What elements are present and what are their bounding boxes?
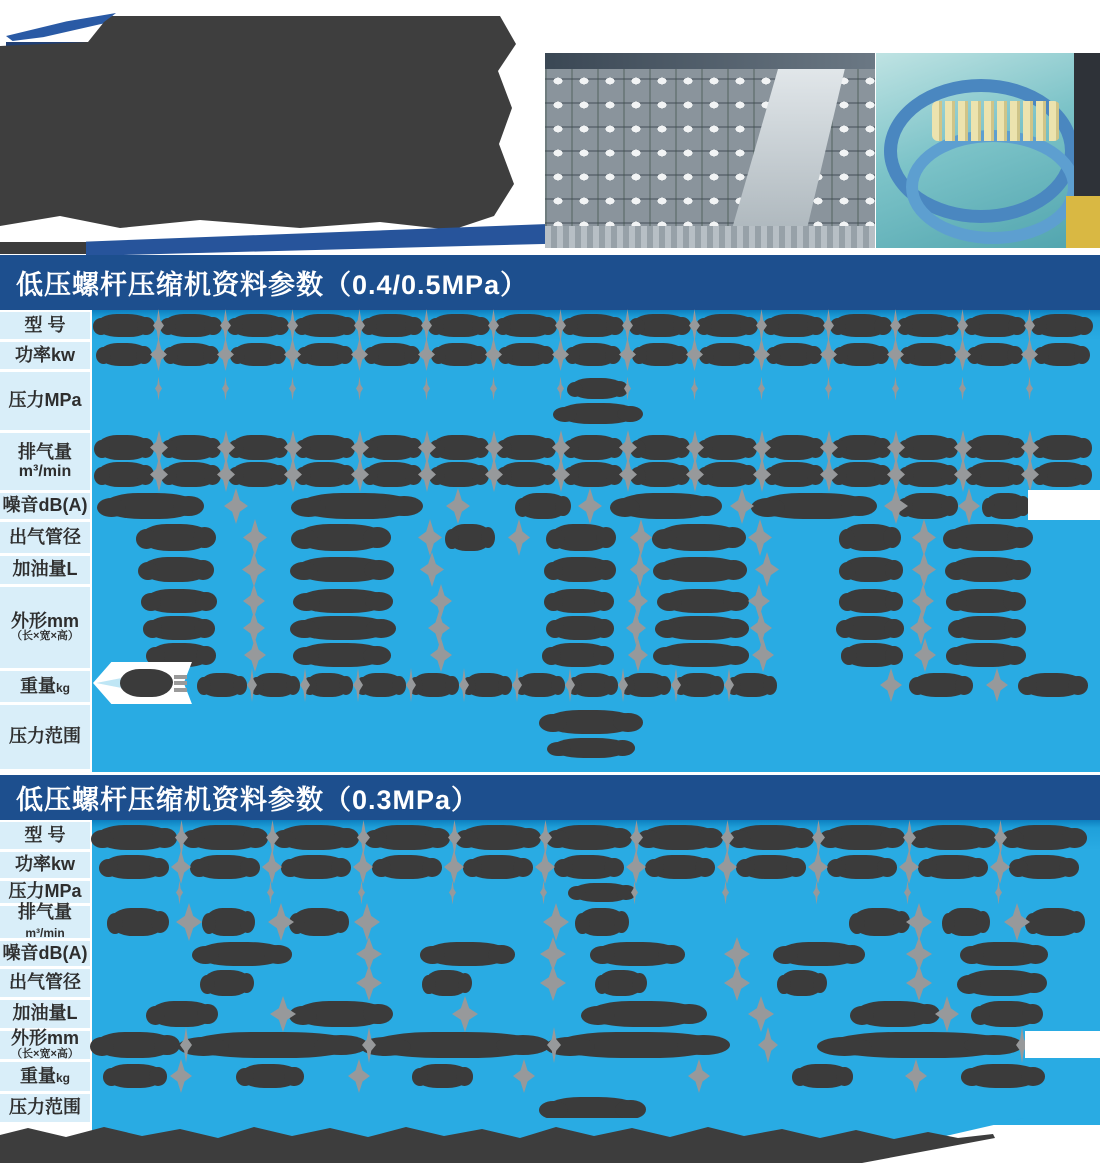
section2-banner xyxy=(0,775,1100,820)
redacted-value-blob xyxy=(200,673,244,697)
redacted-value-blob xyxy=(103,493,198,519)
row-label-3 xyxy=(0,901,90,940)
redacted-value-blob xyxy=(571,673,615,697)
row-label-2 xyxy=(0,881,90,903)
redacted-value-blob xyxy=(624,673,668,697)
redacted-value-blob xyxy=(163,314,219,337)
conveyor-curve-lower xyxy=(906,130,1080,244)
redacted-value-blob xyxy=(298,462,352,487)
row-label-text: 外形mm xyxy=(10,610,79,631)
redacted-value-blob xyxy=(1034,314,1090,337)
arrow-stripe xyxy=(174,681,187,685)
redacted-value-blob xyxy=(298,493,416,519)
redacted-value-blob xyxy=(434,343,484,366)
redacted-value-blob xyxy=(545,710,637,734)
redacted-value-blob xyxy=(915,825,991,850)
redacted-value-blob xyxy=(901,462,955,487)
redacted-value-blob xyxy=(499,435,553,460)
redacted-value-blob xyxy=(498,314,554,337)
row-label-text: 功率kw xyxy=(14,854,75,875)
redacted-value-blob xyxy=(1013,855,1075,879)
row-label-subtext: （长×宽×高） xyxy=(11,1047,79,1060)
redacted-value-blob xyxy=(950,589,1022,613)
row-label-text: 型 号 xyxy=(24,824,66,845)
redacted-value-blob xyxy=(197,942,287,966)
redacted-value-blob xyxy=(658,557,742,582)
redacted-value-blob xyxy=(297,314,353,337)
redacted-value-blob xyxy=(702,343,752,366)
redacted-value-blob xyxy=(657,524,741,551)
arrow-redacted-value xyxy=(120,669,173,698)
redacted-value-blob xyxy=(376,855,438,879)
redacted-value-blob xyxy=(103,855,165,879)
redacted-value-blob xyxy=(836,343,886,366)
redacted-value-blob xyxy=(231,462,285,487)
redacted-value-blob xyxy=(448,524,492,551)
redacted-value-blob xyxy=(733,825,809,850)
redacted-value-blob xyxy=(834,462,888,487)
redacted-value-blob xyxy=(700,435,754,460)
redacted-value-blob xyxy=(900,314,956,337)
redacted-value-blob xyxy=(649,855,711,879)
redacted-value-blob xyxy=(300,343,350,366)
redacted-value-blob xyxy=(968,462,1022,487)
redacted-value-blob xyxy=(365,435,419,460)
redacted-value-blob xyxy=(285,855,347,879)
redacted-value-blob xyxy=(842,524,898,551)
redacted-value-blob xyxy=(950,643,1022,667)
redacted-value-blob xyxy=(298,643,386,667)
header-blue-ribbon xyxy=(86,224,548,256)
redacted-value-blob xyxy=(359,673,403,697)
redacted-value-blob xyxy=(460,825,536,850)
redacted-value-blob xyxy=(425,942,510,966)
row-label-text: 压力范围 xyxy=(9,726,81,747)
redacted-value-blob xyxy=(795,1064,850,1088)
weight-row-arrow-callout xyxy=(93,662,195,704)
redacted-value-blob xyxy=(660,616,744,640)
redacted-value-blob xyxy=(565,314,621,337)
row-label-0 xyxy=(0,822,90,849)
redacted-value-blob xyxy=(295,1001,387,1027)
redacted-value-blob xyxy=(292,908,346,936)
redacted-value-blob xyxy=(425,970,469,996)
redacted-value-blob xyxy=(833,314,889,337)
redacted-value-blob xyxy=(1006,825,1082,850)
redacted-value-blob xyxy=(970,343,1020,366)
redacted-value-blob xyxy=(566,435,620,460)
redacted-value-blob xyxy=(369,825,445,850)
redacted-value-blob xyxy=(700,462,754,487)
redacted-value-blob xyxy=(166,343,216,366)
redacted-value-blob xyxy=(296,616,390,640)
redacted-value-blob xyxy=(828,1032,1012,1058)
redacted-value-blob xyxy=(548,557,612,582)
redacted-value-blob xyxy=(365,462,419,487)
redacted-value-blob xyxy=(1037,343,1087,366)
photo-textile-spinning-frames xyxy=(545,53,875,248)
redacted-value-blob xyxy=(110,908,166,936)
row-label-1 xyxy=(0,342,90,369)
header-smalltext-redacted xyxy=(0,242,86,254)
row-label-text: 外形mm xyxy=(10,1028,79,1049)
redacted-value-blob xyxy=(415,1064,470,1088)
redacted-value-blob xyxy=(306,673,350,697)
redacted-value-blob xyxy=(150,1001,214,1027)
redacted-value-blob xyxy=(642,825,718,850)
redacted-value-blob xyxy=(570,378,625,399)
redacted-value-blob xyxy=(558,403,638,424)
redacted-value-blob xyxy=(831,855,893,879)
redacted-value-blob xyxy=(298,589,388,613)
redacted-value-blob xyxy=(95,1032,175,1058)
redacted-value-blob xyxy=(296,557,388,582)
redacted-value-blob xyxy=(231,435,285,460)
redacted-value-blob xyxy=(740,855,802,879)
redacted-value-blob xyxy=(778,942,860,966)
redacted-value-blob xyxy=(1035,462,1089,487)
redacted-value-blob xyxy=(767,435,821,460)
redacted-value-blob xyxy=(758,493,870,519)
redacted-value-blob xyxy=(432,462,486,487)
redacted-value-blob xyxy=(501,343,551,366)
redacted-value-blob xyxy=(633,435,687,460)
spec-table-0-3-mpa xyxy=(0,820,1100,1125)
redacted-value-blob xyxy=(203,970,251,996)
redacted-value-blob xyxy=(230,314,286,337)
redacted-value-blob xyxy=(699,314,755,337)
row-label-7 xyxy=(0,1028,90,1060)
row-label-6 xyxy=(0,1000,90,1028)
redacted-value-blob xyxy=(616,493,716,519)
row-label-text: 加油量L xyxy=(12,559,78,580)
row-label-5 xyxy=(0,969,90,997)
redacted-value-blob xyxy=(962,970,1042,996)
redacted-value-blob xyxy=(142,557,210,582)
row-label-unit: m³/min xyxy=(25,926,65,940)
redacted-value-blob xyxy=(240,1064,300,1088)
row-label-text: 功率kw xyxy=(14,344,75,365)
redacted-value-blob xyxy=(985,493,1027,519)
redacted-value-blob xyxy=(296,524,386,551)
row-label-8 xyxy=(0,671,90,702)
redacted-value-blob xyxy=(967,314,1023,337)
row-label-7 xyxy=(0,587,90,668)
redacted-value-blob xyxy=(901,435,955,460)
row-label-9 xyxy=(0,1094,90,1122)
redacted-value-blob xyxy=(842,589,900,613)
row-label-3 xyxy=(0,433,90,490)
redacted-value-blob xyxy=(548,589,610,613)
row-label-4 xyxy=(0,941,90,966)
redacted-value-blob xyxy=(518,493,568,519)
redacted-value-blob xyxy=(164,435,218,460)
redacted-value-blob xyxy=(965,1064,1040,1088)
redacted-value-blob xyxy=(412,673,456,697)
table-white-notch xyxy=(1025,1031,1100,1058)
redacted-value-blob xyxy=(948,524,1028,551)
redacted-value-blob xyxy=(950,557,1026,582)
redacted-value-blob xyxy=(844,643,900,667)
redacted-value-blob xyxy=(900,493,955,519)
redacted-value-blob xyxy=(298,435,352,460)
redacted-value-blob xyxy=(595,942,680,966)
redacted-value-blob xyxy=(147,616,211,640)
redacted-value-blob xyxy=(518,673,562,697)
redacted-value-blob xyxy=(769,343,819,366)
redacted-value-blob xyxy=(767,462,821,487)
redacted-value-blob xyxy=(568,343,618,366)
redacted-value-blob xyxy=(975,1001,1039,1027)
section1-banner-title: 低压螺杆压缩机资料参数（0.4/0.5MPa） xyxy=(16,270,529,300)
redacted-value-blob xyxy=(834,435,888,460)
redacted-value-blob xyxy=(145,589,213,613)
row-label-text: 排气量 xyxy=(18,442,72,463)
row-label-text: 加油量L xyxy=(12,1003,78,1024)
redacted-value-blob xyxy=(97,435,151,460)
redacted-value-blob xyxy=(912,673,970,697)
header-title-block-redacted xyxy=(0,16,516,242)
row-label-9 xyxy=(0,705,90,769)
redacted-value-blob xyxy=(551,825,627,850)
row-label-unit: kg xyxy=(55,680,70,695)
redacted-value-blob xyxy=(677,673,721,697)
photo-bottling-conveyor-line xyxy=(876,53,1100,248)
redacted-value-blob xyxy=(578,908,626,936)
section2-banner-title: 低压螺杆压缩机资料参数（0.3MPa） xyxy=(16,785,480,815)
redacted-value-blob xyxy=(635,343,685,366)
arrow-stripe xyxy=(174,688,187,692)
redacted-value-blob xyxy=(824,825,900,850)
redacted-value-blob xyxy=(546,643,610,667)
redacted-value-blob xyxy=(730,673,774,697)
redacted-value-blob xyxy=(945,908,987,936)
machine-yellow-guard xyxy=(1066,196,1100,248)
redacted-value-blob xyxy=(855,1001,935,1027)
redacted-value-blob xyxy=(96,825,172,850)
row-label-text: 重量kg xyxy=(19,675,70,696)
redacted-value-blob xyxy=(662,589,744,613)
redacted-value-blob xyxy=(1035,435,1089,460)
redacted-value-blob xyxy=(572,883,632,902)
row-label-1 xyxy=(0,852,90,878)
redacted-value-blob xyxy=(467,855,529,879)
row-label-text: 压力MPa xyxy=(8,390,82,411)
redacted-value-blob xyxy=(431,314,487,337)
redacted-value-blob xyxy=(370,1032,540,1058)
redacted-value-blob xyxy=(465,673,509,697)
redacted-value-blob xyxy=(598,970,644,996)
row-label-text: 噪音dB(A) xyxy=(2,942,88,963)
section1-banner xyxy=(0,255,1100,310)
redacted-value-blob xyxy=(188,1032,358,1058)
arrow-stripe xyxy=(174,675,187,679)
redacted-value-blob xyxy=(278,825,354,850)
row-label-4 xyxy=(0,493,90,519)
redacted-value-blob xyxy=(633,462,687,487)
row-label-2 xyxy=(0,372,90,430)
redacted-value-blob xyxy=(97,462,151,487)
row-label-8 xyxy=(0,1062,90,1091)
redacted-value-blob xyxy=(903,343,953,366)
row-label-text: 出气管径 xyxy=(9,972,81,993)
redacted-value-blob xyxy=(550,524,612,551)
redacted-value-blob xyxy=(558,855,620,879)
row-label-text: 压力范围 xyxy=(9,1097,81,1118)
redacted-value-blob xyxy=(233,343,283,366)
redacted-value-blob xyxy=(952,616,1022,640)
row-label-unit: kg xyxy=(55,1070,70,1085)
factory-ceiling xyxy=(545,53,875,69)
redacted-value-blob xyxy=(840,616,900,640)
redacted-value-blob xyxy=(205,908,252,936)
redacted-value-blob xyxy=(552,738,630,758)
row-label-0 xyxy=(0,312,90,339)
redacted-value-blob xyxy=(968,435,1022,460)
row-label-6 xyxy=(0,556,90,584)
redacted-value-blob xyxy=(632,314,688,337)
redacted-value-blob xyxy=(842,557,900,582)
redacted-value-blob xyxy=(164,462,218,487)
redacted-value-blob xyxy=(965,942,1043,966)
bottles-row xyxy=(932,101,1060,141)
row-label-text: 重量kg xyxy=(19,1065,70,1086)
redacted-value-blob xyxy=(545,1097,640,1121)
redacted-value-blob xyxy=(364,314,420,337)
redacted-value-blob xyxy=(658,643,744,667)
table-white-notch xyxy=(1028,490,1100,520)
redacted-value-blob xyxy=(194,855,256,879)
redacted-value-blob xyxy=(432,435,486,460)
redacted-value-blob xyxy=(187,825,263,850)
redacted-value-blob xyxy=(555,1032,720,1058)
redacted-value-blob xyxy=(253,673,297,697)
row-label-text: 噪音dB(A) xyxy=(2,495,88,516)
row-label-subtext: （长×宽×高） xyxy=(11,630,79,643)
row-label-subtext: m³/min xyxy=(18,462,72,480)
redacted-value-blob xyxy=(588,1001,700,1027)
redacted-value-blob xyxy=(96,314,152,337)
spec-table-0-4-0-5-mpa xyxy=(0,310,1100,772)
redacted-value-blob xyxy=(140,524,212,551)
row-label-text: 排气量m³/min xyxy=(18,901,72,940)
redacted-value-blob xyxy=(106,1064,164,1088)
redacted-value-blob xyxy=(1022,673,1084,697)
redacted-value-blob xyxy=(550,616,610,640)
row-label-5 xyxy=(0,522,90,553)
redacted-value-blob xyxy=(766,314,822,337)
redacted-value-blob xyxy=(367,343,417,366)
redacted-value-blob xyxy=(566,462,620,487)
redacted-value-blob xyxy=(852,908,907,936)
redacted-value-blob xyxy=(499,462,553,487)
factory-floor xyxy=(545,226,875,248)
redacted-value-blob xyxy=(922,855,984,879)
redacted-value-blob xyxy=(780,970,824,996)
row-label-text: 出气管径 xyxy=(9,526,81,547)
row-label-text: 型 号 xyxy=(24,314,66,335)
row-label-text: 压力MPa xyxy=(8,881,82,902)
redacted-value-blob xyxy=(99,343,149,366)
redacted-value-blob xyxy=(1028,908,1082,936)
